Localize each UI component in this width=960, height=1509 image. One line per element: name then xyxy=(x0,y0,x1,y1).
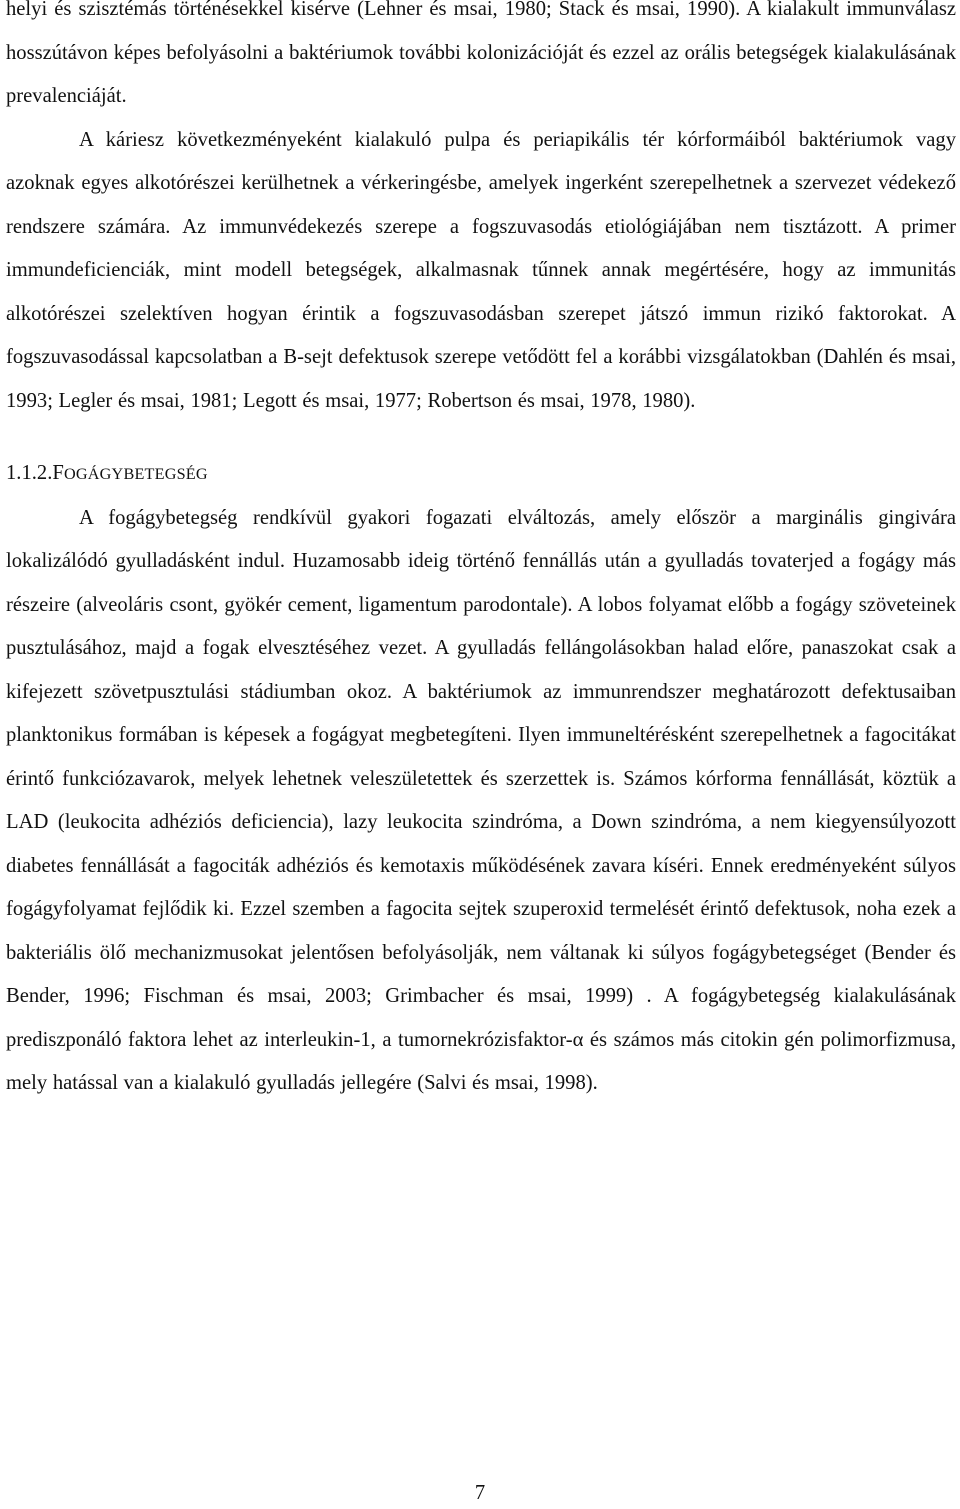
paragraph-caries-immunity: A káriesz következményeként kialakuló pulpa és periapikális tér kórformáiból baktériumok vagy azoknak egyes alkotórészei kerülhetnek a vérkeringésbe, amelyek ingerként szerepelhetnek a szervezet védekező rendszere számára. Az immunvédekezés szerepe a fogszuvasodás etiológiájában nem tisztázott. A primer immundeficienciák, mint modell betegségek, alkalmasnak tűnnek annak megértésére, hogy az immunitás alkotórészei szelektíven hogyan érintik a fogszuvasodásban szerepet játszó immun rizikó faktorokat. A fogszuvasodással kapcsolatban a B-sejt defektusok szerepe vetődött fel a korábbi vizsgálatokban (Dahlén és msai, 1993; Legler és msai, 1981; Legott és msai, 1977; Robertson és msai, 1978, 1980). xyxy=(6,128,956,412)
document-page xyxy=(6,0,956,1106)
section-heading xyxy=(6,452,956,497)
paragraph-periodontal-disease: A fogágybetegség rendkívül gyakori fogazati elváltozás, amely először a marginális gingivára lokalizálódó gyulladásként indul. Huzamosabb ideig történő fennállás után a gyulladás tovaterjed a fogágy más részeire (alveoláris csont, gyökér cement, ligamentum parodontale). A lobos folyamat előbb a fogágy szöveteinek pusztulásához, majd a fogak elvesztéséhez vezet. A gyulladás fellángolásokban halad előre, panaszokat csak a kifejezett szövetpusztulási stádiumban okoz. A baktériumok az immunrendszer meghatározott defektusaiban planktonikus formában is képesek a fogágyat megbetegíteni. Ilyen immuneltérésként szerepelhetnek a fagocitákat érintő funkciózavarok, melyek lehetnek veleszületettek és szerzettek is. Számos kórforma fennállását, köztük a LAD (leukocita adhéziós deficiencia), lazy leukocita szindróma, a Down szindróma, a nem kiegyensúlyozott diabetes fennállását a fagociták adhéziós és kemotaxis működésének zavara kíséri. Ennek eredményeként súlyos fogágyfolyamat fejlődik ki. Ezzel szemben a fagocita sejtek szuperoxid termelését érintő defektusok, noha ezek a bakteriális ölő mechanizmusokat jelentősen befolyásolják, nem váltanak ki súlyos fogágybetegséget (Bender és Bender, 1996; Fischman és msai, 2003; Grimbacher és msai, 1999) . A fogágybetegség kialakulásának prediszponáló faktora lehet az interleukin-1, a tumornekrózisfaktor-α és számos más citokin gén polimorfizmusa, mely hatással van a kialakuló gyulladás jellegére (Salvi és msai, 1998). xyxy=(6,506,956,1094)
section-title: FOGÁGYBETEGSÉG xyxy=(52,462,208,484)
paragraph-continuation: helyi és szisztémás történésekkel kisérve (Lehner és msai, 1980; Stack és msai, 1990). A kialakult immunválasz hosszútávon képes befolyásolni a baktériumok további kolonizációját és ezzel az orális betegségek kialakulásának prevalenciáját. xyxy=(6,0,956,107)
section-number: 1.1.2. xyxy=(6,462,53,484)
page-number: 7 xyxy=(474,1482,486,1504)
